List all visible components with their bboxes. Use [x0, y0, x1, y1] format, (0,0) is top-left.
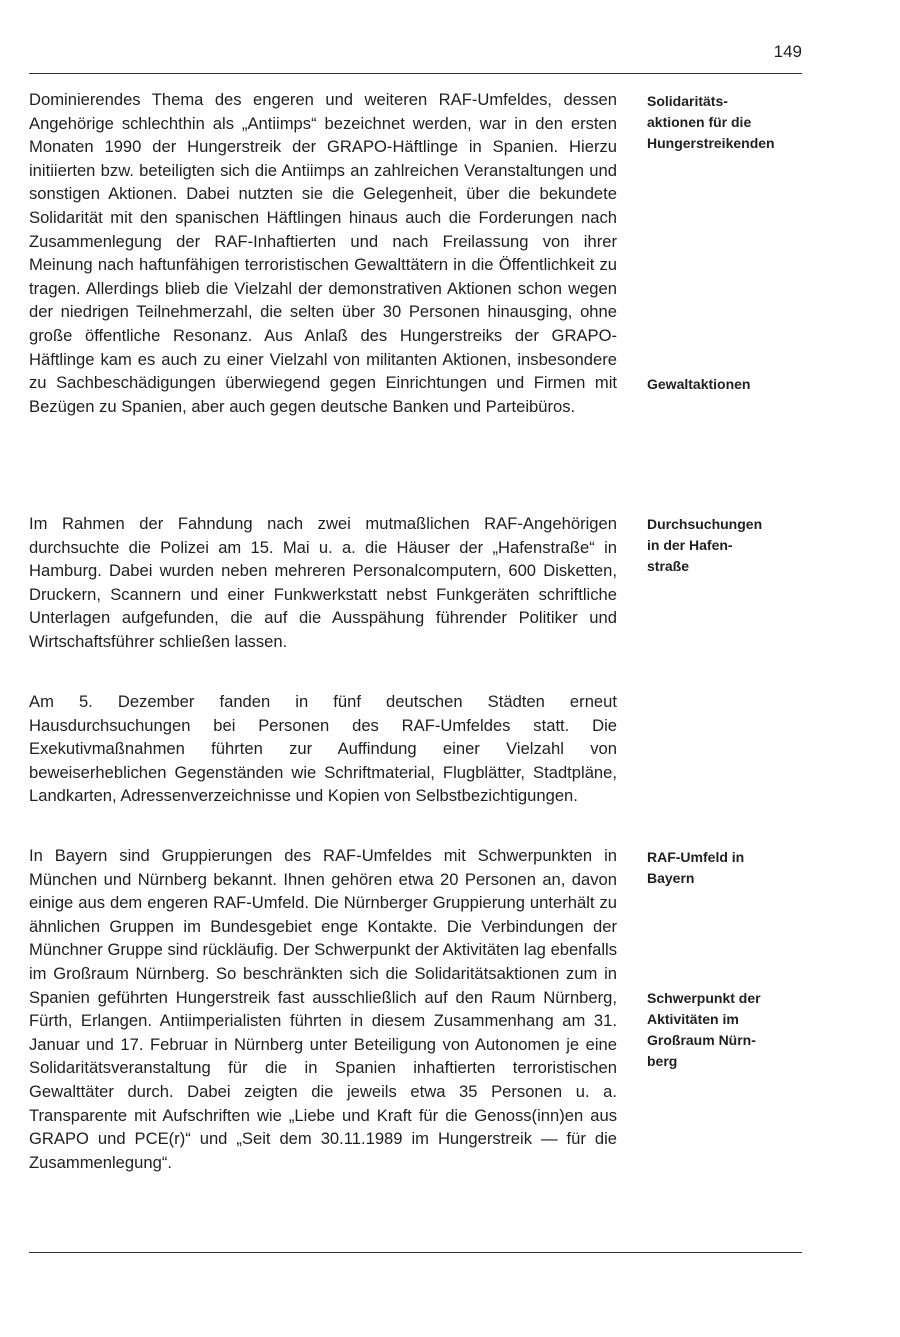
marginal-note-raf-umfeld-bayern: RAF-Umfeld in Bayern [647, 849, 745, 886]
bottom-rule [29, 1252, 802, 1253]
page-number: 149 [773, 42, 802, 61]
marginal-note-gewaltaktionen: Gewaltaktionen [647, 376, 751, 392]
marginal-note-durchsuchungen: Durchsuchungen in der Hafen- straße [647, 516, 763, 574]
top-rule [29, 73, 802, 74]
paragraph-hafenstrasse: Im Rahmen der Fahndung nach zwei mutmaßlichen RAF-Angehörigen durchsuchte die Polizei am 15. Mai u. a. die Häuser der „Hafenstraße“ in Hamburg. Dabei wurden neben mehreren Personalcomputern, 600 Disketten, Druckern, Scannern und einer Funkwerkstatt nebst Funkgeräten schriftliche Unterlagen aufgefunden, die auf die Ausspähung führender Politiker und Wirtschaftsführer schließen lassen. [29, 514, 617, 651]
paragraph-bayern: In Bayern sind Gruppierungen des RAF-Umfeldes mit Schwerpunkten in München und Nürnberg bekannt. Ihnen gehören etwa 20 Personen an, davon einige aus dem engeren RAF-Umfeld. Die Nürnberger Gruppierung unterhält zu ähnlichen Gruppen im Bundesgebiet enge Kontakte. Die Verbindungen der Münchner Gruppe sind rückläufig. Der Schwerpunkt der Aktivitäten lag ebenfalls im Großraum Nürnberg. So beschränkten sich die Solidaritätsaktionen zum in Spanien geführten Hungerstreik fast ausschließlich auf den Raum Nürnberg, Fürth, Erlangen. Antiimperialisten führten in diesem Zusammenhang am 31. Januar und 17. Februar in Nürnberg unter Beteiligung von Autonomen je eine Solidaritätsveranstaltung für die in Spanien inhaftierten terroristischen Gewalttäter durch. Dabei zeigten die jeweils etwa 35 Personen u. a. Transparente mit Aufschriften wie „Liebe und Kraft für die Genoss(inn)en aus GRAPO und PCE(r)“ und „Seit dem 30.11.1989 im Hungerstreik — für die Zusammenlegung“. [29, 846, 617, 1172]
marginal-note-schwerpunkt: Schwerpunkt der Aktivitäten im Großraum Nürn- berg [647, 990, 761, 1069]
paragraph-antiimps: Dominierendes Thema des engeren und weiteren RAF-Umfeldes, dessen Angehörige schlechthin als „Antiimps“ bezeichnet werden, war in den ersten Monaten 1990 der Hungerstreik der GRAPO-Häftlinge in Spanien. Hierzu initiierten bzw. beteiligten sich die Antiimps an zahlreichen Veranstaltungen und sonstigen Aktionen. Dabei nutzten sie die Gelegenheit, über die bekundete Solidarität mit den spanischen Häftlingen hinaus auch die Forderungen nach Zusammenlegung der RAF-Inhaftierten und nach Freilassung von ihrer Meinung nach haftunfähigen terroristischen Gewalttätern in die Öffentlichkeit zu tragen. Allerdings blieb die Vielzahl der demonstrativen Aktionen schon wegen der niedrigen Teilnehmerzahl, die selten über 30 Personen hinausging, ohne große öffentliche Resonanz. Aus Anlaß des Hungerstreiks der GRAPO-Häftlinge kam es auch zu einer Vielzahl von militanten Aktionen, insbesondere zu Sachbeschädigungen überwiegend gegen Einrichtungen und Firmen mit Bezügen zu Spanien, aber auch gegen deutsche Banken und Parteibüros. [29, 90, 617, 416]
marginal-note-solidaritaetsaktionen: Solidaritäts- aktionen für die Hungerstreikenden [647, 93, 775, 151]
paragraph-hausdurchsuchungen: Am 5. Dezember fanden in fünf deutschen Städten erneut Hausdurchsuchungen bei Personen des RAF-Umfeldes statt. Die Exekutivmaßnahmen führten zur Auffindung einer Vielzahl von beweiserheblichen Gegenständen wie Schriftmaterial, Flugblätter, Stadtpläne, Landkarten, Adressenverzeichnisse und Kopien von Selbstbezichtigungen. [29, 692, 617, 806]
